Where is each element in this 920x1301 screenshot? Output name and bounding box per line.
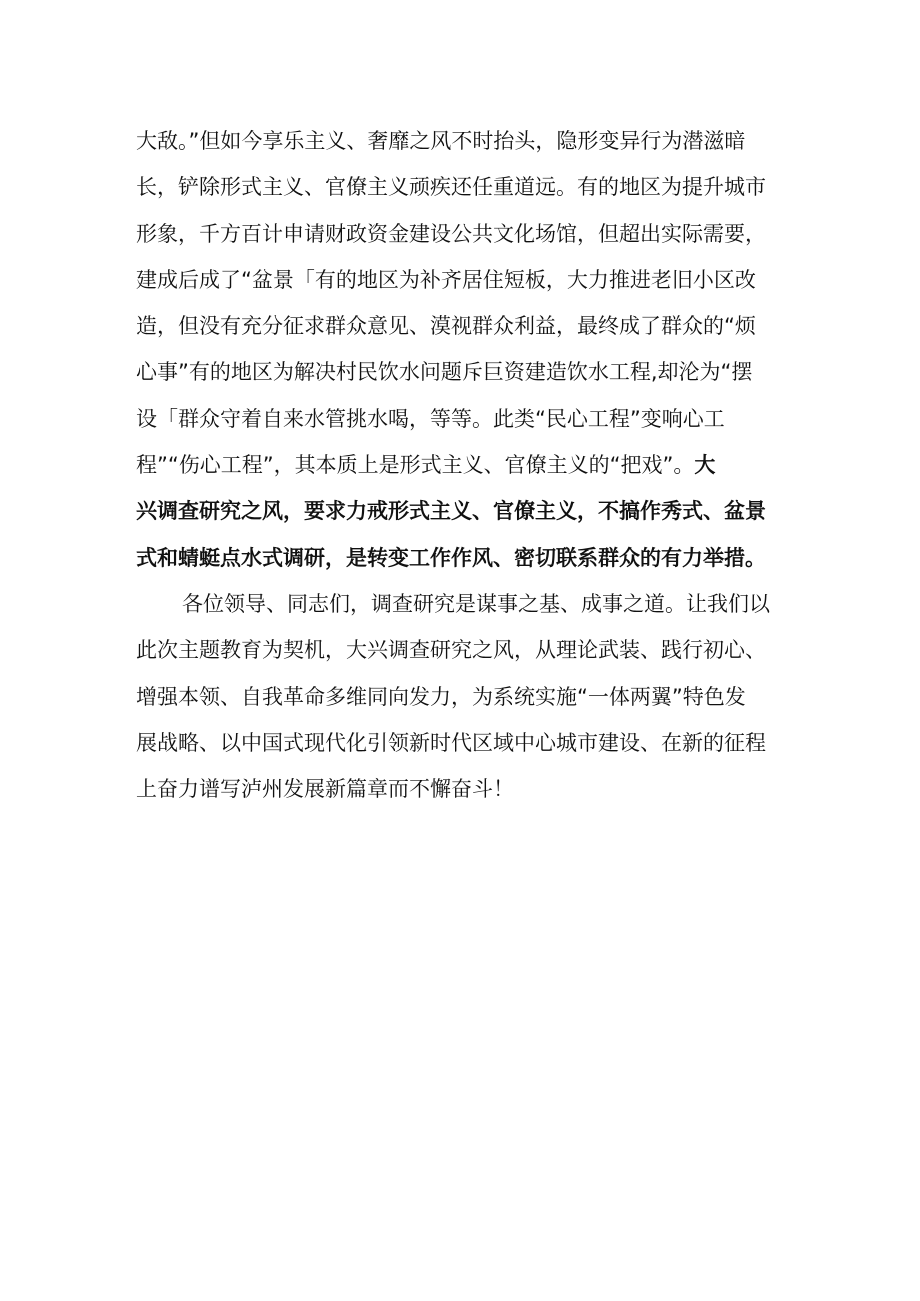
document-body bbox=[136, 118, 788, 812]
text-line: 长，铲除形式主义、官僚主义顽疾还任重道远。有的地区为提升城市 bbox=[136, 175, 766, 200]
text-line: 各位领导、同志们，调查研究是谋事之基、成事之道。让我们以 bbox=[182, 591, 770, 616]
text-line: 设「群众守着自来水管挑水喝，等等。此类“民心工程”变响心工 bbox=[136, 406, 725, 431]
text-line-mixed bbox=[136, 442, 788, 488]
text-line: 上奋力谱写泸州发展新篇章而不懈奋斗！ bbox=[136, 777, 514, 802]
text-line: 形象，千方百计申请财政资金建设公共文化场馆，但超出实际需要， bbox=[136, 221, 766, 246]
text-line: 大敌。”但如今享乐主义、奢靡之风不时抬头，隐形变异行为潜滋暗 bbox=[136, 129, 746, 153]
text-line: 展战略、以中国式现代化引领新时代区域中心城市建设、在新的征程 bbox=[136, 730, 766, 755]
text-line: 增强本领、自我革命多维同向发力，为系统实施“一体两翼”特色发 bbox=[136, 684, 746, 709]
text-segment-bold: 大 bbox=[694, 453, 716, 478]
text-line: 建成后成了“盆景「有的地区为补齐居住短板，大力推进老旧小区改 bbox=[136, 267, 756, 292]
bold-text-line: 兴调查研究之风，要求力戒形式主义、官僚主义，不搞作秀式、盆景 bbox=[136, 499, 766, 524]
text-line: 心事”有的地区为解决村民饮水问题斥巨资建造饮水工程,却沦为“摆 bbox=[136, 360, 753, 385]
text-line: 造，但没有充分征求群众意见、漠视群众利益，最终成了群众的“烦 bbox=[136, 314, 756, 339]
bold-text-line: 式和蜻蜓点水式调研，是转变工作作风、密切联系群众的有力举措。 bbox=[136, 545, 766, 570]
text-segment-normal: 程”“伤心工程”，其本质上是形式主义、官僚主义的“把戏”。 bbox=[136, 453, 695, 478]
paragraph-2 bbox=[136, 581, 788, 812]
text-line: 此次主题教育为契机，大兴调查研究之风，从理论武装、践行初心、 bbox=[136, 638, 766, 663]
paragraph-1 bbox=[136, 118, 788, 581]
